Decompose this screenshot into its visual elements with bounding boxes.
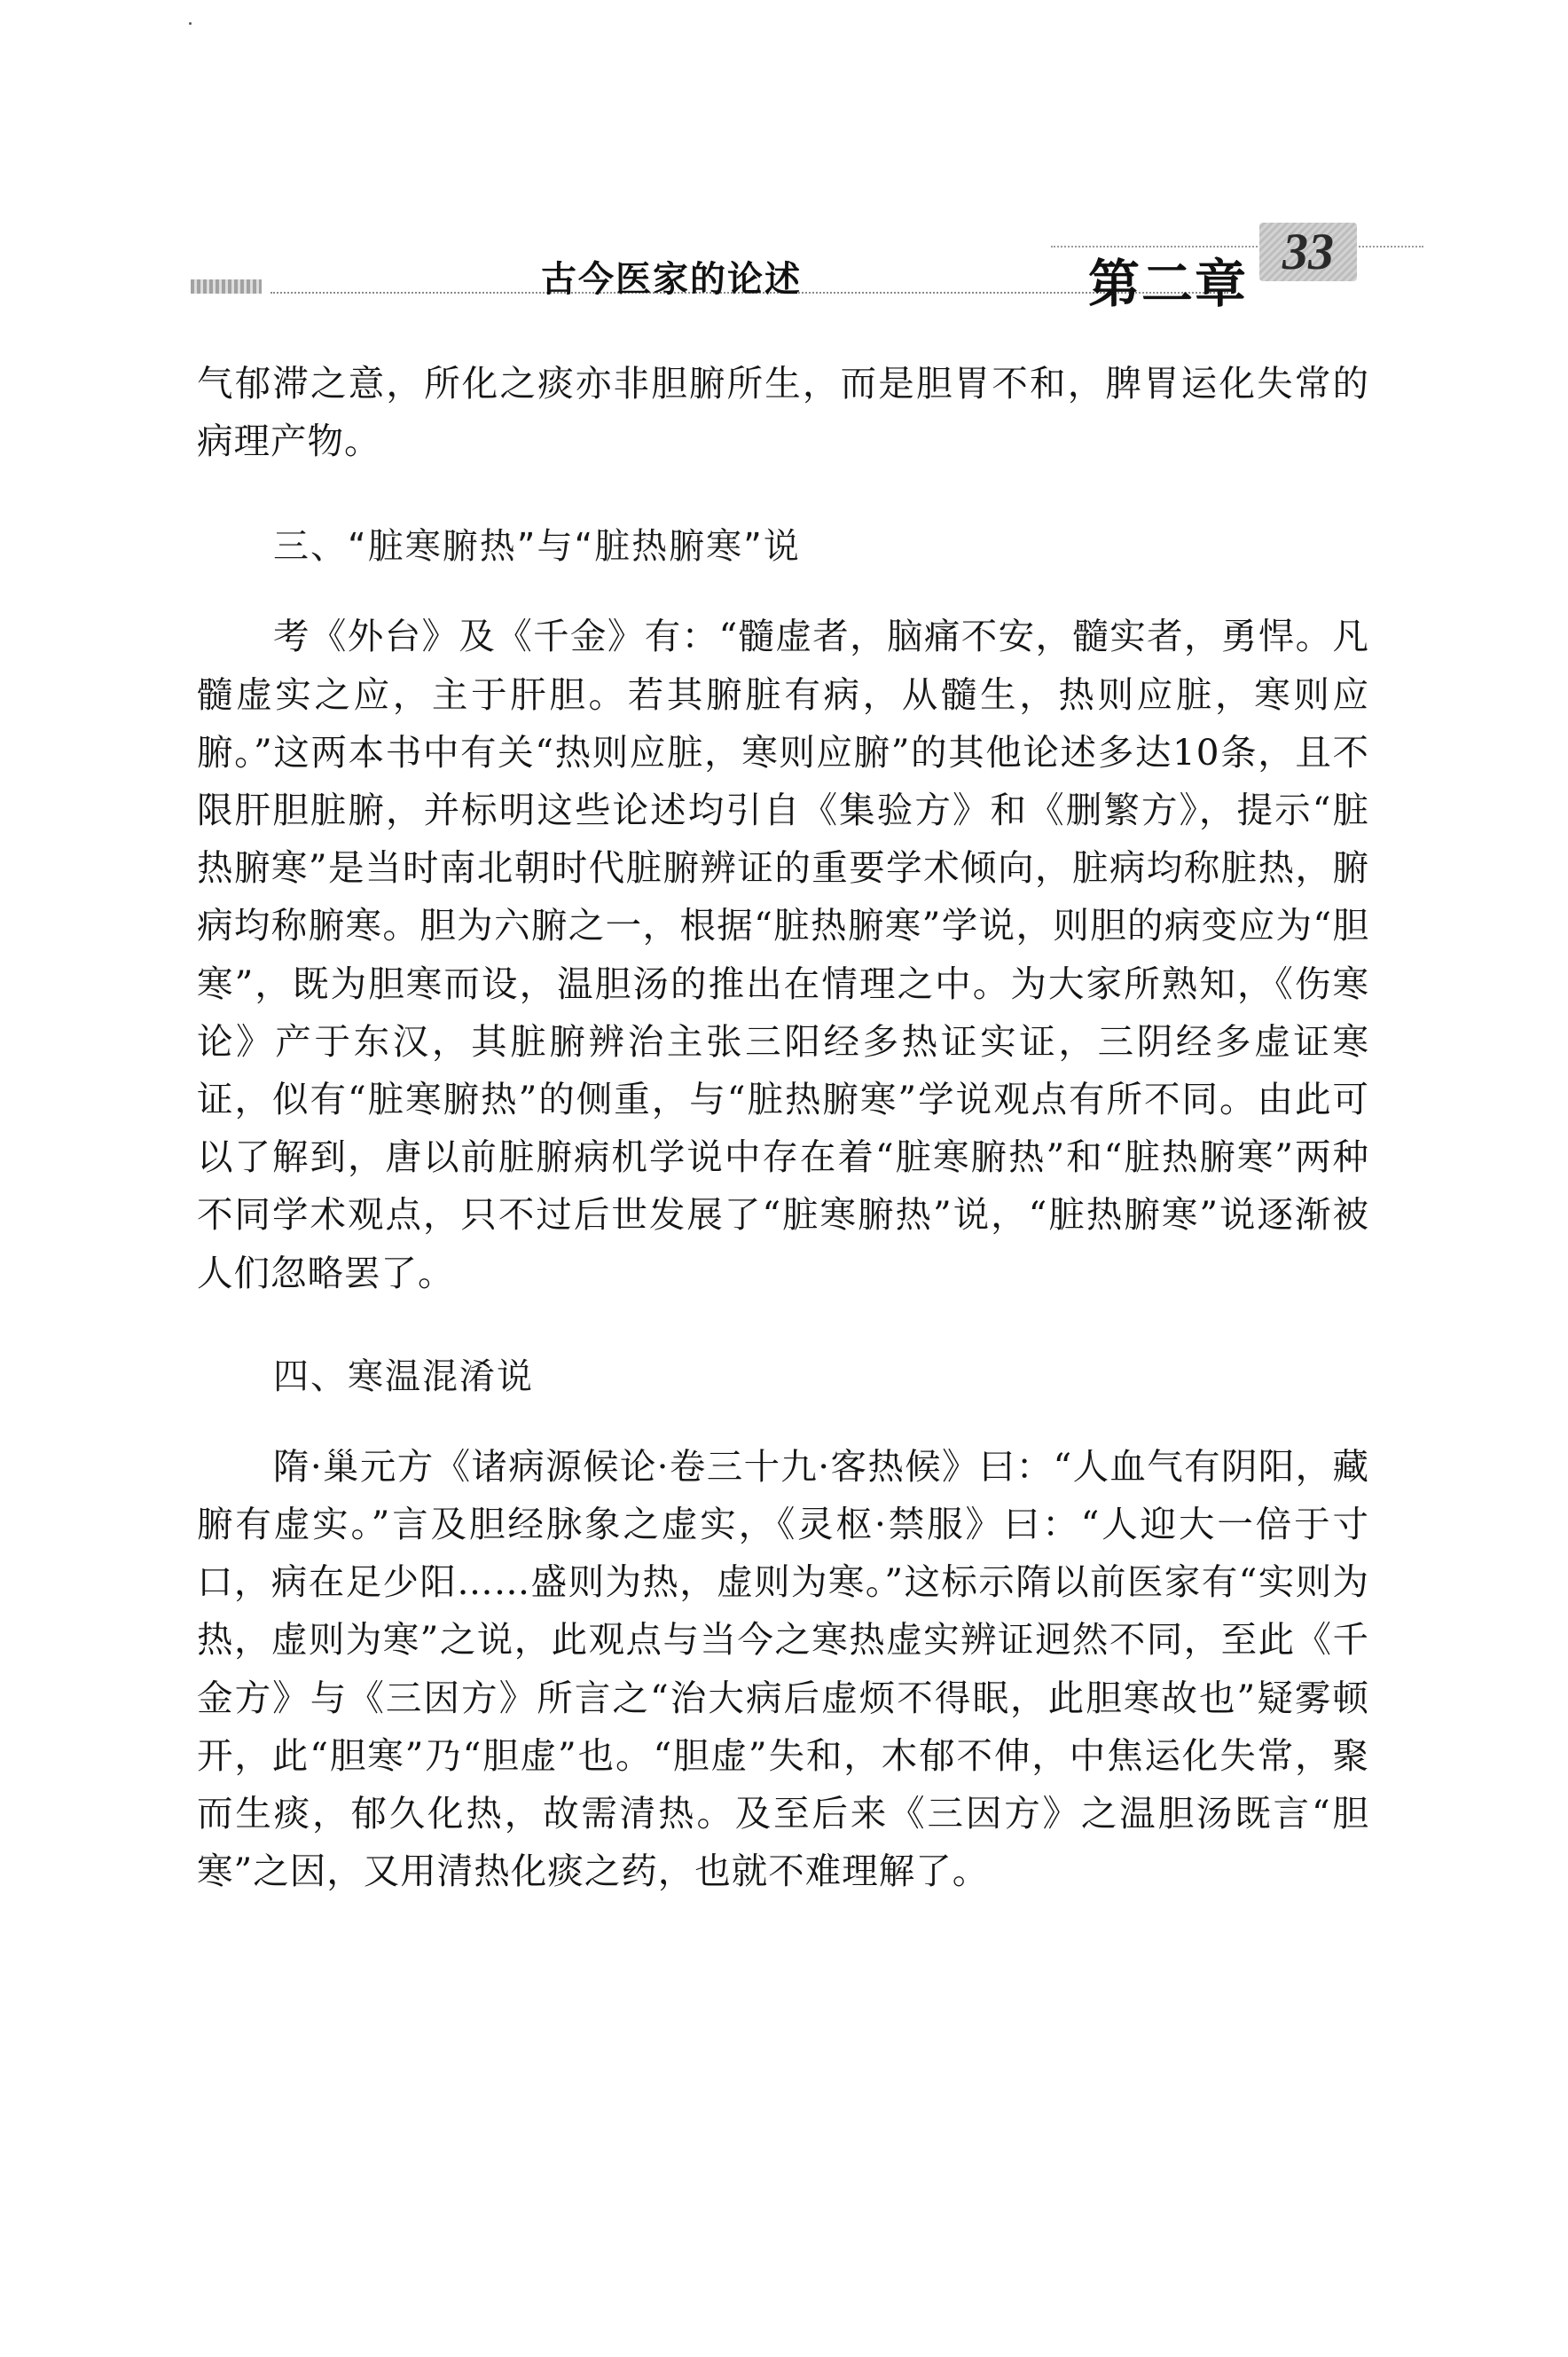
running-title: 古今医家的论述 bbox=[541, 259, 802, 300]
scan-speck bbox=[189, 22, 192, 25]
header-ornament bbox=[191, 279, 262, 294]
section-heading-3: 三、“脏寒腑热”与“脏热腑寒”说 bbox=[273, 526, 801, 568]
paragraph-continued: 气郁滞之意，所化之痰亦非胆腑所生，而是胆胃不和，脾胃运化失常的病理产物。 bbox=[197, 362, 1369, 463]
chapter-label: 第二章 bbox=[1088, 254, 1249, 314]
paragraph: 考《外台》及《千金》有：“髓虚者，脑痛不安，髓实者，勇悍。凡髓虚实之应，主于肝胆。若其腑脏有病，从髓生，热则应脏，寒则应腑。”这两本书中有关“热则应脏，寒则应腑”的其他论述多达10条，且不限肝胆脏腑，并标明这些论述均引自《集验方》和《删繁方》，提示“脏热腑寒”是当时南北朝时代脏腑辨证的重要学术倾向，脏病均称脏热，腑病均称腑寒。胆为六腑之一，根据“脏热腑寒”学说，则胆的病变应为“胆寒”，既为胆寒而设，温胆汤的推出在情理之中。为大家所熟知，《伤寒论》产于东汉，其脏腑辨治主张三阳经多热证实证，三阴经多虚证寒证，似有“脏寒腑热”的侧重，与“脏热腑寒”学说观点有所不同。由此可以了解到，唐以前脏腑病机学说中存在着“脏寒腑热”和“脏热腑寒”两种不同学术观点，只不过后世发展了“脏寒腑热”说，“脏热腑寒”说逐渐被人们忽略罢了。 bbox=[197, 615, 1369, 1294]
paragraph: 隋·巢元方《诸病源候论·卷三十九·客热候》曰：“人血气有阴阳，藏腑有虚实。”言及胆经脉象之虚实，《灵枢·禁服》曰：“人迎大一倍于寸口，病在足少阳……盛则为热，虚则为寒。”这标示隋以前医家有“实则为热，虚则为寒”之说，此观点与当今之寒热虚实辨证迥然不同，至此《千金方》与《三因方》所言之“治大病后虚烦不得眠，此胆寒故也”疑雾顿开，此“胆寒”乃“胆虚”也。“胆虚”失和，木郁不伸，中焦运化失常，聚而生痰，郁久化热，故需清热。及至后来《三因方》之温胆汤既言“胆寒”之因，又用清热化痰之药，也就不难理解了。 bbox=[197, 1444, 1369, 1893]
body-text bbox=[197, 355, 1369, 1900]
running-header bbox=[191, 223, 1361, 314]
page-number-badge bbox=[1259, 223, 1357, 281]
page-number: 33 bbox=[1282, 223, 1334, 280]
section-heading-4: 四、寒温混淆说 bbox=[273, 1355, 534, 1397]
